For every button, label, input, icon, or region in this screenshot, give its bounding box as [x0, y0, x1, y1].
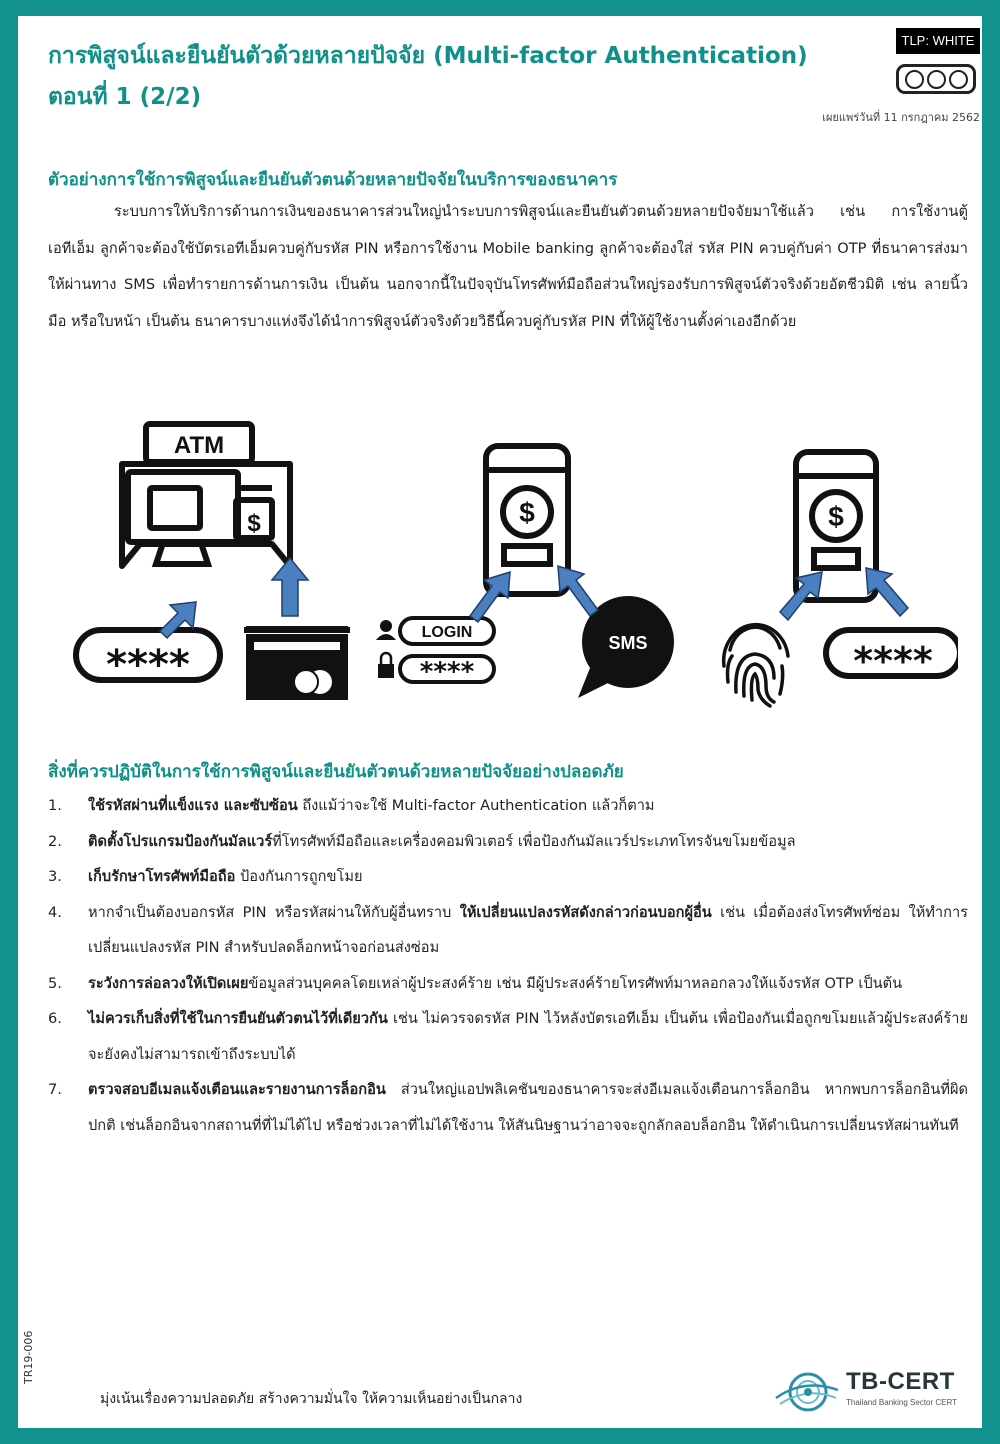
pin-mask-2: ****	[853, 639, 933, 683]
atm-label: ATM	[173, 432, 225, 459]
list-item: 5. ระวังการล่อลวงให้เปิดเผยข้อมูลส่วนบุคคลโดยเหล่าผู้ประสงค์ร้าย เช่น มีผู้ประสงค์ร้ายโทรศัพท์มาหลอกลวงให้แจ้งรหัส OTP เป็นต้น	[48, 974, 903, 992]
logo-subtitle: Thailand Banking Sector CERT	[846, 1398, 958, 1407]
document-page	[18, 16, 982, 1428]
list-item: 4. หากจำเป็นต้องบอกรหัส PIN หรือรหัสผ่านให้กับผู้อื่นทราบ ให้เปลี่ยนแปลงรหัสดังกล่าวก่อนบอกผู้อื่น เช่น เมื่อต้องส่งโทรศัพท์ซ่อม ให้ทำการเปลี่ยนแปลงรหัส PIN สำหรับปลดล็อกหน้าจอก่อนส่งซ่อม	[48, 903, 968, 956]
tbcert-emblem-icon	[774, 1368, 840, 1416]
document-id: TR19-006	[22, 1330, 35, 1384]
mfa-illustration	[58, 416, 958, 716]
example-heading: ตัวอย่างการใช้การพิสูจน์และยืนยันตัวตนด้วยหลายปัจจัยในบริการของธนาคาร	[48, 170, 618, 190]
list-item: 2. ติดตั้งโปรแกรมป้องกันมัลแวร์ที่โทรศัพท์มือถือและเครื่องคอมพิวเตอร์ เพื่อป้องกันมัลแวร์ประเภทโทรจันขโมยข้อมูล	[48, 832, 796, 850]
phone-dollar-2: $	[828, 501, 844, 532]
list-item: 6. ไม่ควรเก็บสิ่งที่ใช้ในการยืนยันตัวตนไว้ที่เดียวกัน เช่น ไม่ควรจดรหัส PIN ไว้หลังบัตรเอทีเอ็ม เป็นต้น เพื่อป้องกันเมื่อถูกขโมยแล้วผู้ประสงค์ร้ายจะยังคงไม่สามารถเข้าถึงระบบได้	[48, 1010, 968, 1063]
password-mask: ****	[419, 657, 475, 687]
phone-dollar-1: $	[519, 497, 535, 528]
example-paragraph: ระบบการให้บริการด้านการเงินของธนาคารส่วนใหญ่นำระบบการพิสูจน์และยืนยันตัวตนด้วยหลายปัจจัยมาใช้แล้ว เช่น การใช้งานตู้เอทีเอ็ม ลูกค้าจะต้องใช้บัตรเอทีเอ็มควบคู่กับรหัส PIN หรือการใช้งาน Mobile banking ลูกค้าจะต้องใส่ รหัส PIN ควบคู่กับค่า OTP ที่ธนาคารส่งมาให้ผ่านทาง SMS เพื่อทำรายการด้านการเงิน เป็นต้น นอกจากนี้ในปัจจุบันโทรศัพท์มือถือส่วนใหญ่รองรับการพิสูจน์ตัวจริงด้วยอัตชีวมิติ เช่น ลายนิ้วมือ หรือใบหน้า เป็นต้น ธนาคารบางแห่งจึงได้นำการพิสูจน์ตัวจริงด้วยวิธีนี้ควบคู่กับรหัส PIN ที่ให้ผู้ใช้งานตั้งค่าเองอีกด้วย	[48, 203, 968, 330]
sms-label: SMS	[608, 633, 648, 653]
practice-list	[48, 788, 968, 1143]
publish-date: เผยแพร่วันที่ 11 กรกฎาคม 2562	[822, 111, 980, 124]
list-item: 3. เก็บรักษาโทรศัพท์มือถือ ป้องกันการถูกขโมย	[48, 868, 363, 885]
list-item: 7. ตรวจสอบอีเมลแจ้งเตือนและรายงานการล็อกอิน ส่วนใหญ่แอปพลิเคชันของธนาคารจะส่งอีเมลแจ้งเตือนการล็อกอิน หากพบการล็อกอินที่ผิดปกติ เช่นล็อกอินจากสถานที่ที่ไม่ได้ไป หรือช่วงเวลาที่ไม่ได้ใช้งาน ให้สันนิษฐานว่าอาจจะถูกลักลอบล็อกอิน ให้ดำเนินการเปลี่ยนรหัสผ่านทันที	[48, 1081, 968, 1134]
footer-motto: มุ่งเน้นเรื่องความปลอดภัย สร้างความมั่นใจ ให้ความเห็นอย่างเป็นกลาง	[100, 1391, 523, 1407]
atm-dollar: $	[247, 510, 261, 537]
login-label: LOGIN	[421, 624, 473, 641]
traffic-light-icon	[896, 64, 976, 94]
atm-card-icon	[242, 628, 352, 698]
tbcert-logo	[774, 1368, 974, 1416]
lock-icon	[378, 653, 394, 678]
title-line-1: การพิสูจน์และยืนยันตัวด้วยหลายปัจจัย (Multi-factor Authentication)	[48, 43, 808, 69]
logo-name: TB-CERT	[846, 1368, 955, 1395]
user-icon	[376, 620, 396, 640]
pin-mask-1: ****	[106, 642, 190, 688]
practice-heading: สิ่งที่ควรปฏิบัติในการใช้การพิสูจน์และยืนยันตัวตนด้วยหลายปัจจัยอย่างปลอดภัย	[48, 762, 624, 782]
tlp-badge: TLP: WHITE	[896, 28, 980, 54]
fingerprint-icon	[724, 625, 788, 706]
page-title	[48, 36, 878, 118]
title-line-2: ตอนที่ 1 (2/2)	[48, 84, 202, 110]
list-item: 1. ใช้รหัสผ่านที่แข็งแรง และซับซ้อน ถึงแม้ว่าจะใช้ Multi-factor Authentication แล้วก็ตาม	[48, 797, 655, 814]
